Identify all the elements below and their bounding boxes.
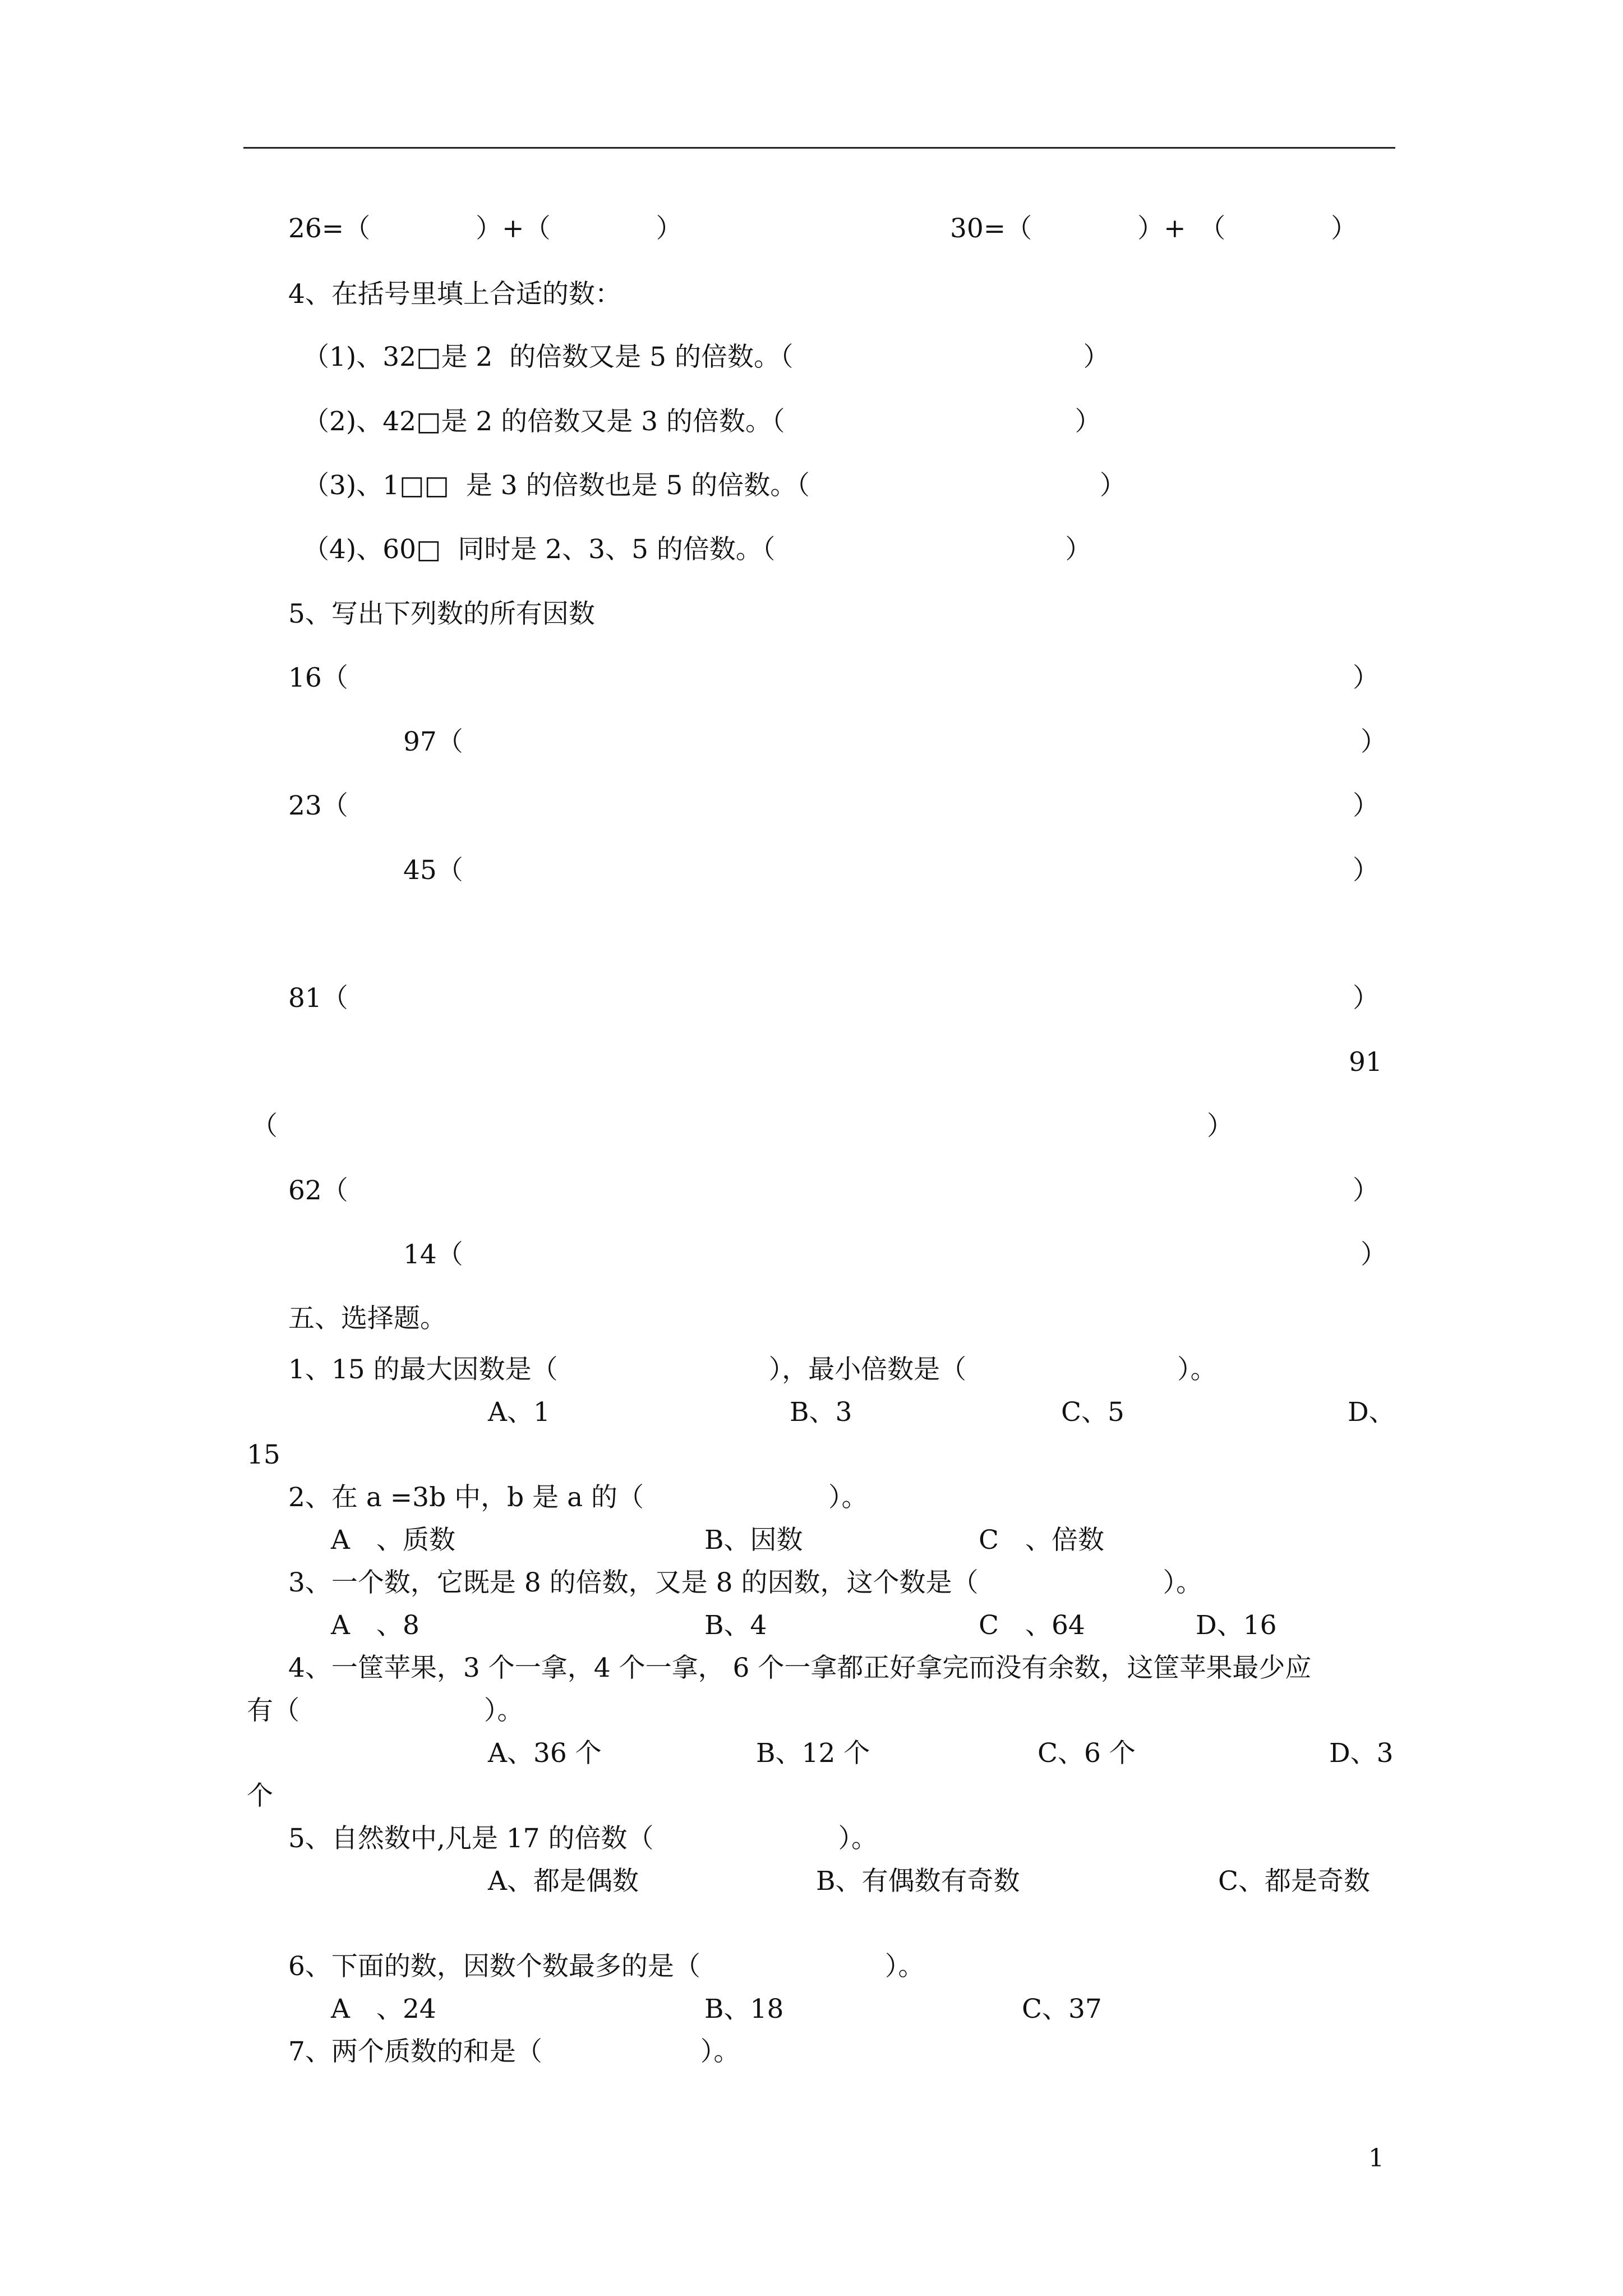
choice-q1-b: B、3 — [790, 1397, 852, 1428]
q5-heading: 5、写出下列数的所有因数 — [288, 599, 595, 629]
choice-q3-b: B、4 — [704, 1610, 767, 1641]
q4-2: （2)、42□是 2 的倍数又是 3 的倍数。（ ） — [303, 406, 1101, 437]
factor-14-close: ） — [1361, 1239, 1387, 1270]
factor-81-close: ） — [1353, 983, 1379, 1014]
factor-45-label: 45（ — [403, 855, 463, 886]
choice-q4-d-cont: 个 — [247, 1780, 273, 1811]
choice-q2-b: B、因数 — [704, 1525, 803, 1556]
choice-q4-cont: 有（ ）。 — [247, 1695, 524, 1726]
factor-16-close: ） — [1353, 662, 1379, 693]
factor-97-label: 97（ — [403, 726, 463, 757]
section-choice-heading: 五、选择题。 — [288, 1303, 446, 1334]
factor-14-label: 14（ — [403, 1239, 463, 1270]
choice-q7: 7、两个质数的和是（ ）。 — [288, 2036, 740, 2067]
q4-3: （3)、1□□ 是 3 的倍数也是 5 的倍数。（ ） — [303, 470, 1126, 501]
q4-1: （1)、32□是 2 的倍数又是 5 的倍数。（ ） — [303, 342, 1110, 372]
choice-q2-a: A 、质数 — [331, 1525, 455, 1556]
factor-91-close: ） — [1207, 1111, 1233, 1142]
choice-q1-d: D、 — [1348, 1397, 1395, 1428]
factor-23-label: 23（ — [288, 790, 348, 821]
choice-q4-c: C、6 个 — [1038, 1738, 1136, 1769]
choice-q3-c: C 、64 — [979, 1610, 1085, 1641]
choice-q2: 2、在 a =3b 中，b 是 a 的（ ）。 — [288, 1482, 868, 1513]
choice-q2-c: C 、倍数 — [979, 1525, 1104, 1556]
choice-q5-b: B、有偶数有奇数 — [816, 1866, 1020, 1897]
choice-q5-a: A、都是偶数 — [488, 1866, 639, 1897]
choice-q1-d-cont: 15 — [247, 1439, 280, 1470]
choice-q4-d: D、3 — [1329, 1738, 1394, 1769]
factor-97-close: ） — [1361, 726, 1387, 757]
eq-30: 30=（ ）+ （ ） — [950, 213, 1358, 244]
header-rule — [243, 147, 1395, 149]
page-number: 1 — [1368, 2144, 1384, 2173]
factor-16-label: 16（ — [288, 662, 348, 693]
choice-q1-c: C、5 — [1061, 1397, 1124, 1428]
factor-81-label: 81（ — [288, 983, 348, 1014]
choice-q4: 4、一筐苹果，3 个一拿，4 个一拿， 6 个一拿都正好拿完而没有余数，这筐苹果最少应 — [288, 1653, 1312, 1683]
factor-45-close: ） — [1353, 855, 1379, 886]
eq-26: 26=（ ）+（ ） — [288, 213, 683, 244]
choice-q3-d: D、16 — [1196, 1610, 1277, 1641]
choice-q1: 1、15 的最大因数是（ ），最小倍数是（ ）。 — [288, 1354, 1217, 1385]
factor-62-label: 62（ — [288, 1175, 348, 1206]
q4-4: （4)、60□ 同时是 2、3、5 的倍数。（ ） — [303, 534, 1092, 565]
factor-91-label: 91 — [1349, 1047, 1382, 1078]
choice-q6-a: A 、24 — [331, 1994, 436, 2024]
q4-heading: 4、在括号里填上合适的数： — [288, 279, 621, 310]
choice-q4-a: A、36 个 — [488, 1738, 602, 1769]
choice-q1-a: A、1 — [488, 1397, 550, 1428]
factor-62-close: ） — [1353, 1175, 1379, 1206]
choice-q3-a: A 、8 — [331, 1610, 419, 1641]
factor-23-close: ） — [1353, 790, 1379, 821]
choice-q6: 6、下面的数，因数个数最多的是（ ）。 — [288, 1951, 925, 1982]
choice-q6-b: B、18 — [704, 1994, 784, 2024]
choice-q4-b: B、12 个 — [756, 1738, 870, 1769]
choice-q5: 5、自然数中,凡是 17 的倍数（ ）。 — [288, 1823, 878, 1854]
choice-q5-c: C、都是奇数 — [1218, 1866, 1370, 1897]
choice-q6-c: C、37 — [1022, 1994, 1102, 2024]
factor-91-open: （ — [251, 1111, 278, 1142]
choice-q3: 3、一个数，它既是 8 的倍数，又是 8 的因数，这个数是（ ）。 — [288, 1567, 1202, 1598]
